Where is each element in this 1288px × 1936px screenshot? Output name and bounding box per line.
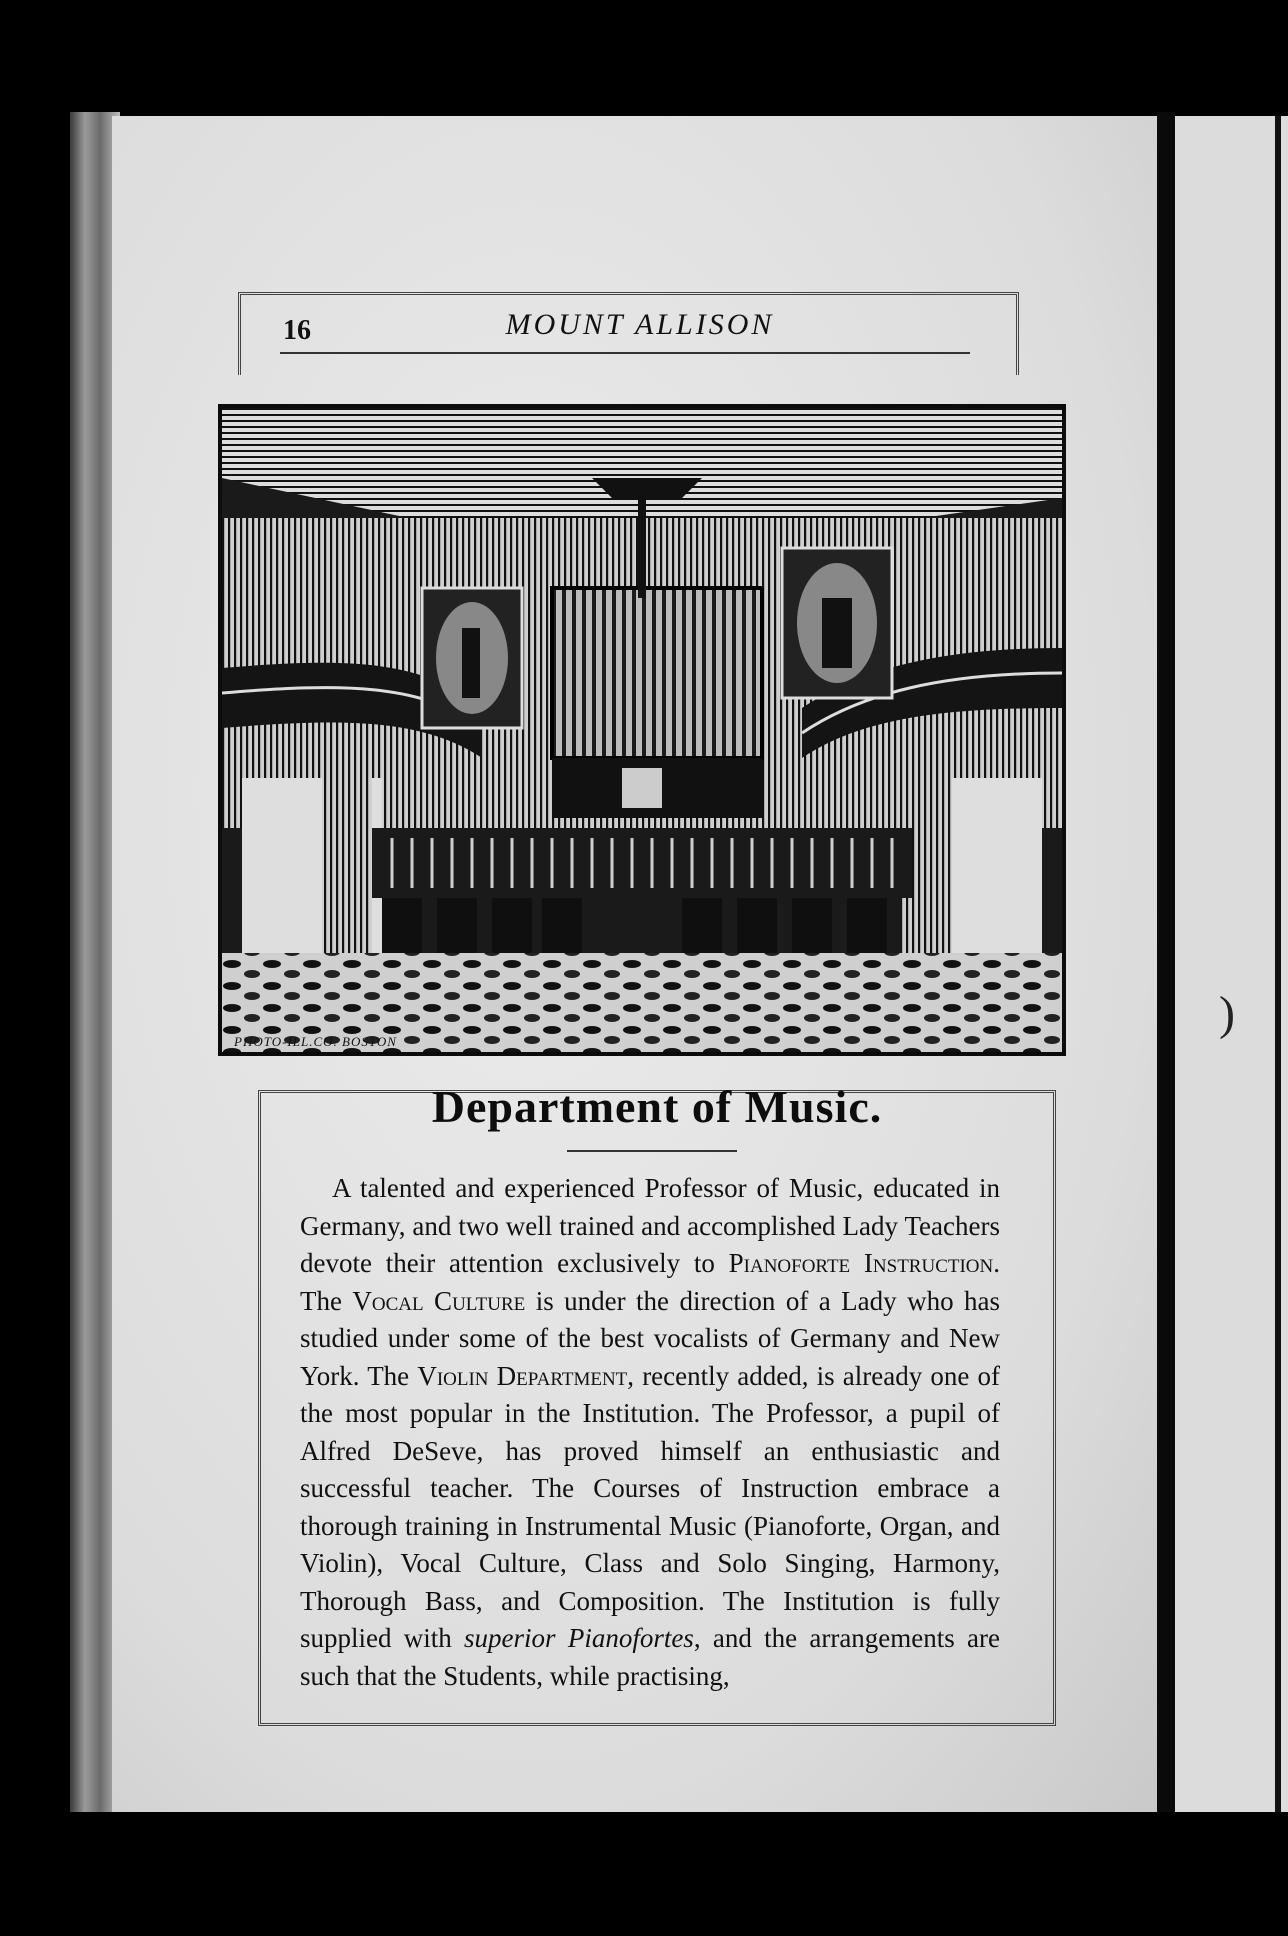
body-run: . The (300, 1248, 1000, 1316)
music-hall-engraving (218, 404, 1066, 1056)
body-run: Vocal Culture (352, 1285, 526, 1316)
facing-page-edge (1175, 116, 1288, 1812)
facing-page-rule (1275, 116, 1281, 1812)
section-title: Department of Music. (431, 1081, 883, 1132)
body-run: is under the direction of a Lady who has studied under some of the best vocalists of Germany and New York. The (300, 1285, 1001, 1391)
page-number: 16 (283, 315, 311, 346)
body-paragraph (300, 1170, 1000, 1695)
body-run: superior Pianofortes (464, 1623, 694, 1653)
body-run: Violin Department (417, 1360, 628, 1391)
body-run: , recently added, is already one of the most popular in the Institution. The Professor, a pupil of Alfred DeSeve, has proved himself an enthusiastic and successful teacher. The Courses of Instruction embrace a thorough training in Instrumental Music (Pianoforte, Organ, and Violin), Vocal Culture, Class and Solo Singing, Harmony, Thorough Bass, and Composition. The Institution is fully supplied with (300, 1360, 1001, 1653)
engraving-illustration (222, 408, 1062, 1052)
page-gutter (1157, 112, 1175, 1812)
header-rule (280, 352, 970, 354)
engraver-credit: PHOTO-ILL.CO. BOSTON (234, 1034, 397, 1049)
body-run: Pianoforte Instruction (728, 1248, 994, 1278)
body-run: , and the arrangements are such that the Students, while practising, (300, 1623, 1001, 1691)
title-rule (567, 1150, 737, 1152)
body-run: A talented and experienced Professor of Music, educated in Germany, and two well trained and accomplished Lady Teachers devote their attention exclusively to (300, 1173, 1000, 1278)
body-text (300, 1170, 1000, 1695)
margin-mark: ) (1219, 987, 1235, 1040)
running-head: MOUNT ALLISON (505, 308, 775, 341)
